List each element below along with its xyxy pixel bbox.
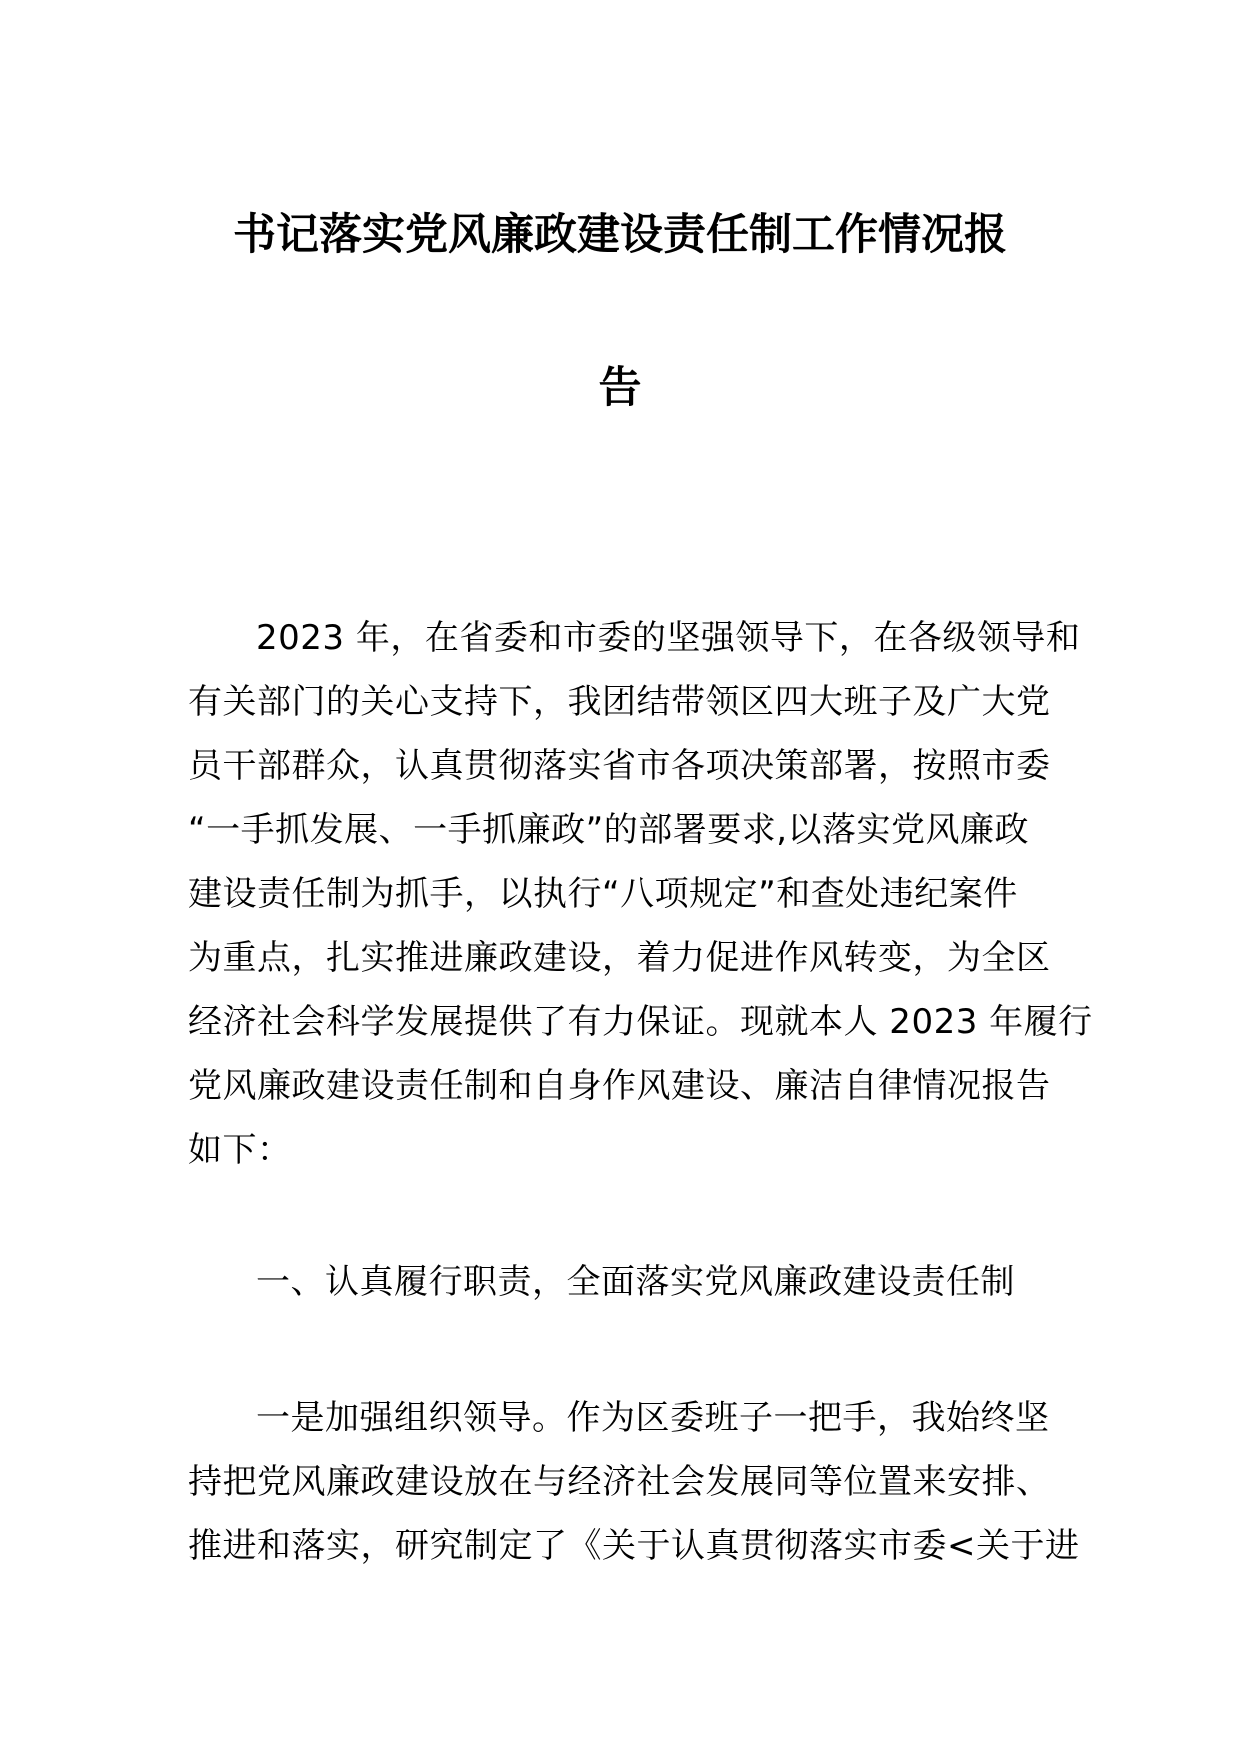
paragraph-line: 持把党风廉政建设放在与经济社会发展同等位置来安排、	[188, 1462, 1051, 1502]
paragraph-line: “一手抓发展、一手抓廉政”的部署要求,以落实党风廉政	[188, 810, 1030, 850]
section-heading	[188, 1250, 1060, 1314]
section-heading-text: 一、认真履行职责，全面落实党风廉政建设责任制	[256, 1262, 1015, 1302]
paragraph-line: 有关部门的关心支持下，我团结带领区四大班子及广大党	[188, 682, 1051, 722]
document-title-line-1: 书记落实党风廉政建设责任制工作情况报	[233, 210, 1007, 260]
paragraph-line: 为重点，扎实推进廉政建设，着力促进作风转变，为全区	[188, 938, 1051, 978]
paragraph-line: 党风廉政建设责任制和自身作风建设、廉洁自律情况报告	[188, 1066, 1051, 1106]
section-paragraph	[188, 1386, 1080, 1578]
paragraph-line: 员干部群众，认真贯彻落实省市各项决策部署，按照市委	[188, 746, 1051, 786]
document-title-line-2: 告	[598, 363, 642, 413]
paragraph-line: 经济社会科学发展提供了有力保证。现就本人 2023 年履行	[188, 1002, 1093, 1042]
paragraph-line: 如下：	[188, 1130, 292, 1170]
paragraph-line: 2023 年，在省委和市委的坚强领导下，在各级领导和	[256, 618, 1081, 658]
paragraph-line: 建设责任制为抓手，以执行“八项规定”和查处违纪案件	[188, 874, 1018, 914]
paragraph-line: 一是加强组织领导。作为区委班子一把手，我始终坚	[256, 1398, 1050, 1438]
paragraph-line: 推进和落实，研究制定了《关于认真贯彻落实市委<关于进	[188, 1526, 1080, 1566]
intro-paragraph	[188, 606, 1093, 1182]
